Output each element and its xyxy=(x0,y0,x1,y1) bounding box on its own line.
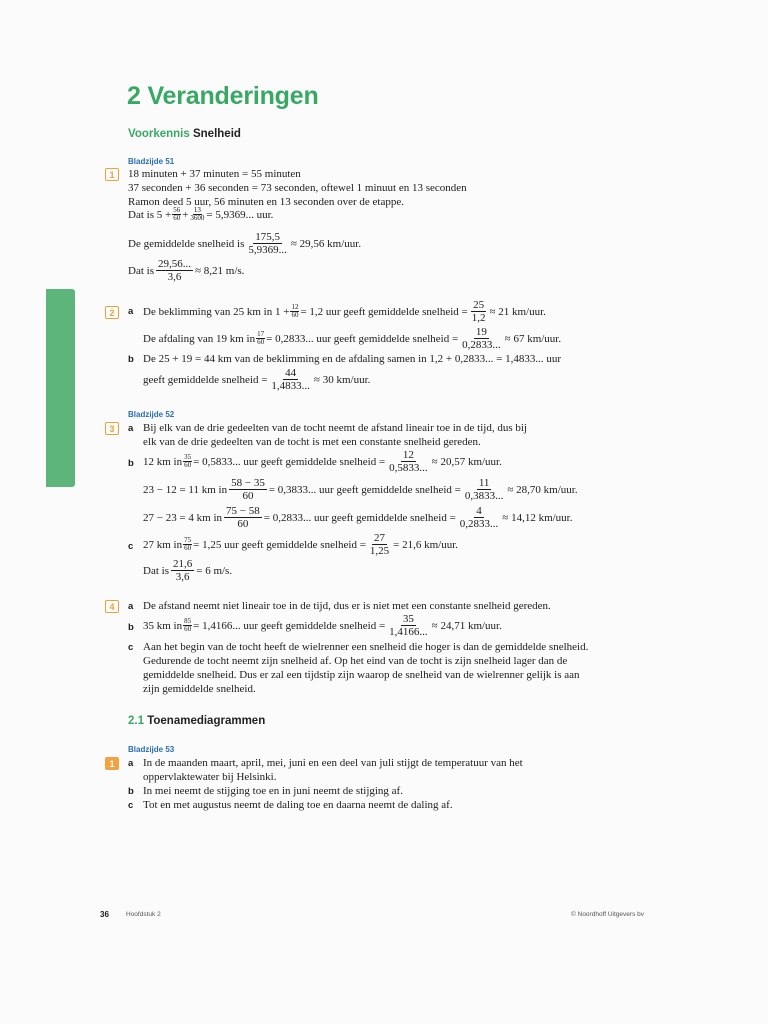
denominator: 60 xyxy=(184,544,192,552)
fraction xyxy=(189,207,205,222)
q3-a-line-2: elk van de drie gedeelten van de tocht is met een constante snelheid gereden. xyxy=(143,436,481,448)
fraction xyxy=(470,299,488,324)
q4-a-line-1: De afstand neemt niet lineair toe in de tijd, dus er is niet met een constante snelheid gereden. xyxy=(143,600,551,612)
part-label-b: b xyxy=(128,622,134,633)
q1-line-5 xyxy=(128,231,361,256)
q4-c-line-4: zijn gemiddelde snelheid. xyxy=(143,683,256,695)
text: geeft gemiddelde snelheid = xyxy=(143,373,268,386)
question-number-4: 4 xyxy=(105,600,119,613)
text: Dat is 5 + xyxy=(128,208,172,221)
numerator: 35 xyxy=(184,453,192,461)
fraction xyxy=(156,258,193,283)
fraction xyxy=(172,207,181,222)
text: Dat is xyxy=(143,564,169,577)
fraction xyxy=(183,618,192,633)
text: ≈ 30 km/uur. xyxy=(313,373,371,386)
denominator: 60 xyxy=(184,625,192,633)
part-label-c: c xyxy=(128,800,134,811)
q2-b-line-2 xyxy=(143,367,370,392)
part-label-a: a xyxy=(128,758,134,769)
fraction xyxy=(256,331,265,346)
text: ≈ 14,12 km/uur. xyxy=(502,511,573,524)
numerator: 56 xyxy=(173,206,181,214)
denominator: 3600 xyxy=(190,214,205,222)
q1-line-6 xyxy=(128,258,244,283)
q3-b-line-2 xyxy=(143,477,578,502)
fraction xyxy=(183,537,192,552)
q5-b-line-1: In mei neemt de stijging toe en in juni neemt de stijging af. xyxy=(143,785,403,797)
page-label-52: Bladzijde 52 xyxy=(128,410,175,419)
part-label-b: b xyxy=(128,354,134,365)
footer-chapter: Hoofdstuk 2 xyxy=(126,911,161,918)
q3-a-line-1: Bij elk van de drie gedeelten van de tocht neemt de afstand lineair toe in de tijd, dus bij xyxy=(143,422,527,434)
denominator: 60 xyxy=(173,214,181,222)
question-number-2: 2 xyxy=(105,306,119,319)
q3-c-line-2 xyxy=(143,558,232,583)
q4-c-line-1: Aan het begin van de tocht heeft de wielrenner een snelheid die hoger is dan de gemiddelde snelheid. xyxy=(143,641,589,653)
text: = 5,9369... uur. xyxy=(206,208,274,221)
page-number: 36 xyxy=(100,910,109,919)
numerator: 175,5 xyxy=(255,231,281,243)
denominator: 0,3833... xyxy=(464,490,504,502)
numerator: 12 xyxy=(291,303,299,311)
part-label-c: c xyxy=(128,642,134,653)
text: = 1,25 uur geeft gemiddelde snelheid = xyxy=(193,538,366,551)
numerator: 58 − 35 xyxy=(231,477,265,489)
text: + xyxy=(182,208,189,221)
text: = 1,4166... uur geeft gemiddelde snelheid = xyxy=(193,619,386,632)
denominator: 60 xyxy=(257,338,265,346)
text: De beklimming van 25 km in 1 + xyxy=(143,305,290,318)
denominator: 1,25 xyxy=(369,545,390,557)
fraction xyxy=(171,558,194,583)
text: 27 − 23 = 4 km in xyxy=(143,511,223,524)
denominator: 1,4833... xyxy=(271,380,310,392)
fraction xyxy=(387,613,430,638)
numerator: 11 xyxy=(478,477,490,489)
denominator: 0,2833... xyxy=(462,339,501,351)
numerator: 27 xyxy=(374,532,386,544)
fraction xyxy=(458,505,501,530)
part-label-a: a xyxy=(128,423,134,434)
text: 27 km in xyxy=(143,538,183,551)
footer-copyright: © Noordhoff Uitgevers bv xyxy=(571,911,644,918)
fraction xyxy=(463,477,506,502)
q5-c-line-1: Tot en met augustus neemt de daling toe en daarna neemt de daling af. xyxy=(143,799,453,811)
denominator: 1,2 xyxy=(471,312,486,324)
numerator: 35 xyxy=(402,613,414,625)
section-prefix: Voorkennis xyxy=(128,128,190,140)
denominator: 3,6 xyxy=(175,571,190,583)
fraction xyxy=(246,231,289,256)
denominator: 5,9369... xyxy=(248,244,287,256)
numerator: 44 xyxy=(285,367,297,379)
part-label-c: c xyxy=(128,541,134,552)
q3-b-line-1 xyxy=(143,449,502,474)
denominator: 0,2833... xyxy=(459,518,499,530)
q5-a-line-2: oppervlaktewater bij Helsinki. xyxy=(143,771,277,783)
denominator: 1,4166... xyxy=(389,626,428,638)
text: = 0,2833... uur geeft gemiddelde snelheid = xyxy=(263,511,456,524)
part-label-b: b xyxy=(128,458,134,469)
page-label-53: Bladzijde 53 xyxy=(128,745,175,754)
part-label-a: a xyxy=(128,306,134,317)
q4-c-line-2: Gedurende de tocht neemt zijn snelheid af. Op het eind van de tocht is zijn snelheid lager dan de xyxy=(143,655,568,667)
text: ≈ 67 km/uur. xyxy=(504,332,562,345)
q2-a-line-1 xyxy=(143,299,546,324)
fraction xyxy=(224,505,262,530)
text: ≈ 29,56 km/uur. xyxy=(290,237,362,250)
text: 35 km in xyxy=(143,619,183,632)
numerator: 85 xyxy=(184,617,192,625)
fraction xyxy=(387,449,430,474)
q2-a-line-2 xyxy=(143,326,561,351)
q5-a-line-1: In de maanden maart, april, mei, juni en een deel van juli stijgt de temperatuur van het xyxy=(143,757,523,769)
page-label-51: Bladzijde 51 xyxy=(128,157,175,166)
numerator: 21,6 xyxy=(172,558,193,570)
q1-line-1: 18 minuten + 37 minuten = 55 minuten xyxy=(128,168,301,180)
denominator: 60 xyxy=(242,490,254,502)
part-label-a: a xyxy=(128,601,134,612)
fraction xyxy=(229,477,267,502)
text: ≈ 21 km/uur. xyxy=(489,305,546,318)
q4-b-line-1 xyxy=(143,613,502,638)
q1-line-4 xyxy=(128,207,273,222)
numerator: 19 xyxy=(475,326,487,338)
fraction xyxy=(290,304,299,319)
fraction xyxy=(183,454,192,469)
text: = 0,2833... uur geeft gemiddelde snelheid = xyxy=(266,332,459,345)
question-number-1: 1 xyxy=(105,168,119,181)
chapter-side-tab xyxy=(46,289,75,487)
text: ≈ 20,57 km/uur. xyxy=(431,455,502,468)
section-heading-voorkennis xyxy=(128,128,241,140)
q3-b-line-3 xyxy=(143,505,573,530)
q4-c-line-3: gemiddelde snelheid. Dus er zal een tijdstip zijn waarop de snelheid van de wielrenner gelijk is aan xyxy=(143,669,580,681)
denominator: 0,5833... xyxy=(389,462,428,474)
numerator: 75 xyxy=(184,536,192,544)
fraction xyxy=(460,326,503,351)
text: 23 − 12 = 11 km in xyxy=(143,483,228,496)
q3-c-line-1 xyxy=(143,532,458,557)
text: = 6 m/s. xyxy=(196,564,233,577)
denominator: 3,6 xyxy=(167,271,182,283)
fraction xyxy=(269,367,312,392)
numerator: 75 − 58 xyxy=(226,505,260,517)
numerator: 13 xyxy=(193,206,201,214)
numerator: 4 xyxy=(476,505,482,517)
numerator: 25 xyxy=(473,299,485,311)
text: = 21,6 km/uur. xyxy=(393,538,459,551)
text: De gemiddelde snelheid is xyxy=(128,237,245,250)
part-label-b: b xyxy=(128,786,134,797)
text: = 1,2 uur geeft gemiddelde snelheid = xyxy=(300,305,468,318)
denominator: 60 xyxy=(291,311,299,319)
text: ≈ 24,71 km/uur. xyxy=(431,619,502,632)
section-number: 2.1 xyxy=(128,715,144,727)
text: ≈ 8,21 m/s. xyxy=(194,264,245,277)
numerator: 17 xyxy=(257,330,265,338)
section-name: Toenamediagrammen xyxy=(147,715,266,727)
question-number-3: 3 xyxy=(105,422,119,435)
section-heading-2-1 xyxy=(128,715,265,727)
fraction xyxy=(368,532,391,557)
text: 12 km in xyxy=(143,455,183,468)
q1-line-3: Ramon deed 5 uur, 56 minuten en 13 seconden over de etappe. xyxy=(128,196,405,208)
numerator: 12 xyxy=(402,449,414,461)
chapter-title: 2 Veranderingen xyxy=(127,82,319,110)
text: = 0,3833... uur geeft gemiddelde snelheid = xyxy=(268,483,461,496)
question-number-1-filled: 1 xyxy=(105,757,119,770)
denominator: 60 xyxy=(184,461,192,469)
text: = 0,5833... uur geeft gemiddelde snelheid = xyxy=(193,455,386,468)
section-name: Snelheid xyxy=(192,128,241,140)
text: Dat is xyxy=(128,264,154,277)
text: ≈ 28,70 km/uur. xyxy=(507,483,578,496)
denominator: 60 xyxy=(237,518,249,530)
text: De afdaling van 19 km in xyxy=(143,332,256,345)
numerator: 29,56... xyxy=(157,258,191,270)
q1-line-2: 37 seconden + 36 seconden = 73 seconden, oftewel 1 minuut en 13 seconden xyxy=(128,182,467,194)
q2-b-line-1: De 25 + 19 = 44 km van de beklimming en de afdaling samen in 1,2 + 0,2833... = 1,4833... uur xyxy=(143,353,561,365)
